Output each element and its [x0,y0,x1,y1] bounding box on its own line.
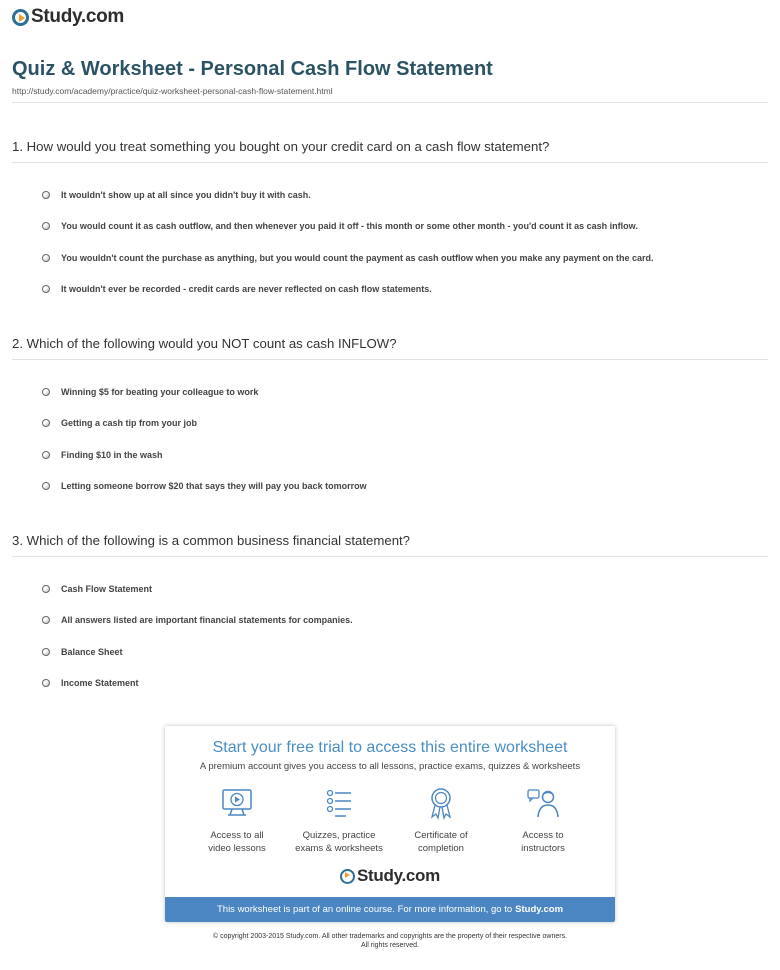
question-text: 2. Which of the following would you NOT count as cash INFLOW? [12,336,397,351]
radio-icon[interactable] [42,451,50,459]
question-text: 1. How would you treat something you bought on your credit card on a cash flow statement? [12,139,550,154]
header-divider [12,102,768,103]
radio-icon[interactable] [42,388,50,396]
rights-line: All rights reserved. [361,942,419,949]
question-3 [12,533,768,699]
answer-label: Cash Flow Statement [61,583,153,594]
answer-option[interactable] [12,636,768,668]
answer-option[interactable] [12,573,768,605]
answer-label: Income Statement [61,678,139,689]
answer-list [12,179,768,305]
answer-option[interactable] [12,408,768,440]
answer-label: Letting someone borrow $20 that says they will pay you back tomorrow [61,481,367,492]
promo-logo[interactable] [165,866,615,886]
instructor-icon [526,786,560,820]
feature-label-line1: Quizzes, practice [302,830,376,841]
question-text: 3. Which of the following is a common business financial statement? [12,533,411,548]
free-trial-promo[interactable] [165,726,615,922]
answer-label: Finding $10 in the wash [61,449,163,460]
answer-label: It wouldn't ever be recorded - credit cards are never reflected on cash flow statements. [61,284,432,295]
radio-icon[interactable] [42,482,50,490]
answer-label: You would count it as cash outflow, and then whenever you paid it off - this month or some other month - you'd count it as cash inflow. [61,221,638,232]
feature-label-line2: completion [418,843,464,854]
feature-label [289,829,389,855]
question-divider [12,556,768,557]
feature-label-line2: video lessons [208,843,266,854]
feature-label-line2: exams & worksheets [295,843,383,854]
radio-icon[interactable] [42,419,50,427]
answer-option[interactable] [12,376,768,408]
answer-label: All answers listed are important financial statements for companies. [61,615,353,626]
answer-label: It wouldn't show up at all since you didn't buy it with cash. [61,189,311,200]
answer-label: Winning $5 for beating your colleague to work [61,386,259,397]
logo-text: Study.com [31,6,125,27]
answer-label: You wouldn't count the purchase as anything, but you would count the payment as cash outflow when you make any payment on the card. [61,252,654,263]
play-logo-icon [340,869,355,884]
feature-label [187,829,287,855]
promo-logo-text: Study.com [357,866,440,885]
feature-label-line2: instructors [521,843,565,854]
copyright-footer [0,932,780,950]
answer-option[interactable] [12,274,768,306]
answer-option[interactable] [12,605,768,637]
quiz-list-icon [322,786,356,820]
radio-icon[interactable] [42,679,50,687]
answer-option[interactable] [12,439,768,471]
answer-label: Getting a cash tip from your job [61,418,198,429]
answer-option[interactable] [12,211,768,243]
radio-icon[interactable] [42,585,50,593]
promo-bar-link[interactable]: Study.com [515,904,564,915]
question-divider [12,359,768,360]
promo-subhead: A premium account gives you access to all lessons, practice exams, quizzes & worksheets [199,761,581,772]
answer-list [12,376,768,502]
page-url[interactable]: http://study.com/academy/practice/quiz-worksheet-personal-cash-flow-statement.html [12,86,333,96]
answer-option[interactable] [12,242,768,274]
radio-icon[interactable] [42,222,50,230]
study-logo[interactable] [12,6,124,28]
feature-certificate [391,786,491,855]
feature-label [391,829,491,855]
feature-instructors [493,786,593,855]
question-1 [12,139,768,305]
video-lesson-icon [220,786,254,820]
feature-label [493,829,593,855]
page-title: Quiz & Worksheet - Personal Cash Flow Statement [12,58,493,80]
copyright-line: © copyright 2003-2015 Study.com. All other trademarks and copyrights are the property of their respective owners. [212,933,568,940]
feature-label-line1: Access to [522,830,564,841]
feature-list [165,786,615,855]
feature-label-line1: Access to all [210,830,264,841]
certificate-icon [424,786,458,820]
question-2 [12,336,768,502]
radio-icon[interactable] [42,616,50,624]
radio-icon[interactable] [42,285,50,293]
promo-info-bar [165,897,615,922]
feature-quizzes [289,786,389,855]
radio-icon[interactable] [42,254,50,262]
promo-headline[interactable]: Start your free trial to access this entire worksheet [212,739,568,756]
feature-label-line1: Certificate of [414,830,468,841]
feature-video-lessons [187,786,287,855]
play-logo-icon [12,9,29,26]
answer-list [12,573,768,699]
answer-option[interactable] [12,471,768,503]
radio-icon[interactable] [42,191,50,199]
answer-option[interactable] [12,179,768,211]
question-divider [12,162,768,163]
answer-option[interactable] [12,668,768,700]
radio-icon[interactable] [42,648,50,656]
promo-bar-text: This worksheet is part of an online course. For more information, go to [216,904,513,915]
answer-label: Balance Sheet [61,646,123,657]
